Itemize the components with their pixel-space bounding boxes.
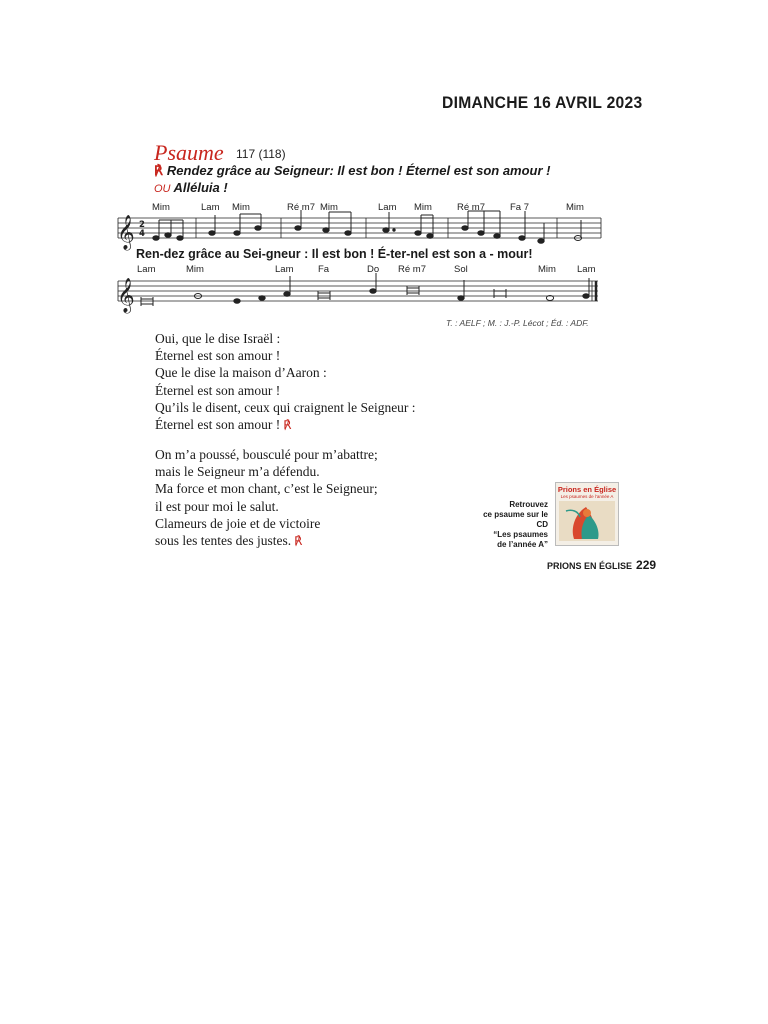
music-score — [0, 0, 768, 320]
verse-line: Qu’ils le disent, ceux qui craignent le Seigneur : — [155, 399, 416, 415]
chord: Mim — [232, 202, 250, 213]
chord: Lam — [137, 264, 156, 275]
verse-line: sous les tentes des justes. — [155, 533, 292, 549]
verse-line: Éternel est son amour ! — [155, 417, 281, 433]
cd-promo-text — [470, 500, 548, 550]
psalm-title: Psaume — [154, 140, 224, 165]
cd-promo-line: ce psaume sur le CD — [483, 510, 548, 529]
response-marker-icon: ℟ — [283, 418, 292, 433]
chord: Mim — [538, 264, 556, 275]
cd-brand: Prions en Église — [557, 485, 617, 494]
verse-line: Éternel est son amour ! — [155, 382, 281, 398]
refrain-label: Rendez grâce au Seigneur: Il est bon ! Éternel est son amour ! — [166, 163, 551, 178]
verse-line: Éternel est son amour ! — [155, 348, 281, 364]
page-date: DIMANCHE 16 AVRIL 2023 — [442, 93, 643, 112]
chord: Lam — [378, 202, 397, 213]
verse-line: On m’a poussé, bousculé pour m’abattre; — [155, 447, 378, 462]
response-symbol-icon: ℟ — [154, 164, 163, 179]
page-footer — [547, 558, 656, 572]
verse-2 — [155, 446, 378, 550]
chord: Mim — [320, 202, 338, 213]
verse-line: Oui, que le dise Israël : — [155, 331, 281, 346]
chord: Sol — [454, 264, 468, 275]
treble-clef-icon: 𝄞 — [117, 278, 135, 313]
cd-promo-line: “Les psaumes — [493, 530, 548, 539]
time-sig-top: 2 — [139, 220, 145, 230]
chord: Mim — [186, 264, 204, 275]
verse-1 — [155, 330, 416, 434]
chord: Mim — [152, 202, 170, 213]
cd-promo-line: Retrouvez — [509, 500, 548, 509]
publication-name: PRIONS EN ÉGLISE — [547, 561, 633, 571]
response-marker-icon: ℟ — [294, 534, 303, 549]
cd-subtitle: Les psaumes de l’année A — [560, 494, 614, 499]
treble-clef-icon: 𝄞 — [117, 215, 135, 250]
verse-line: il est pour moi le salut. — [155, 498, 279, 514]
chord: Do — [367, 264, 380, 275]
chord: Ré m7 — [457, 202, 485, 213]
staff-2 — [118, 281, 598, 301]
psalm-number: 117 (118) — [236, 147, 286, 161]
chord: Mim — [414, 202, 432, 213]
cd-promo-line: de l’année A” — [497, 540, 548, 549]
chord: Ré m7 — [287, 202, 315, 213]
cd-cover-image — [555, 482, 619, 546]
page-number: 229 — [636, 558, 657, 572]
score-lyrics: Ren-dez grâce au Sei-gneur : Il est bon ! É-ter-nel est son a - mour! — [136, 247, 533, 261]
score-credits: T. : AELF ; M. : J.-P. Lécot ; Éd. : ADF. — [446, 318, 589, 328]
verse-line: mais le Seigneur m’a défendu. — [155, 464, 320, 480]
cd-art-icon — [556, 499, 618, 543]
verse-line: Ma force et mon chant, c’est le Seigneur; — [155, 481, 378, 497]
chord: Fa — [318, 264, 330, 275]
verse-line: Clameurs de joie et de victoire — [155, 515, 321, 531]
chord: Fa 7 — [510, 202, 530, 213]
time-sig-bottom: 4 — [139, 229, 145, 239]
chord: Lam — [275, 264, 294, 275]
chord: Mim — [566, 202, 584, 213]
chord: Lam — [577, 264, 596, 275]
chord: Ré m7 — [398, 264, 426, 275]
staff-1 — [118, 218, 601, 238]
alt-refrain: Alléluia ! — [173, 180, 228, 195]
verse-line-last — [155, 532, 378, 550]
verse-line-last — [155, 416, 416, 434]
verse-line: Que le dise la maison d’Aaron : — [155, 365, 327, 381]
chord: Lam — [201, 202, 220, 213]
alt-prefix: OU — [154, 183, 171, 195]
